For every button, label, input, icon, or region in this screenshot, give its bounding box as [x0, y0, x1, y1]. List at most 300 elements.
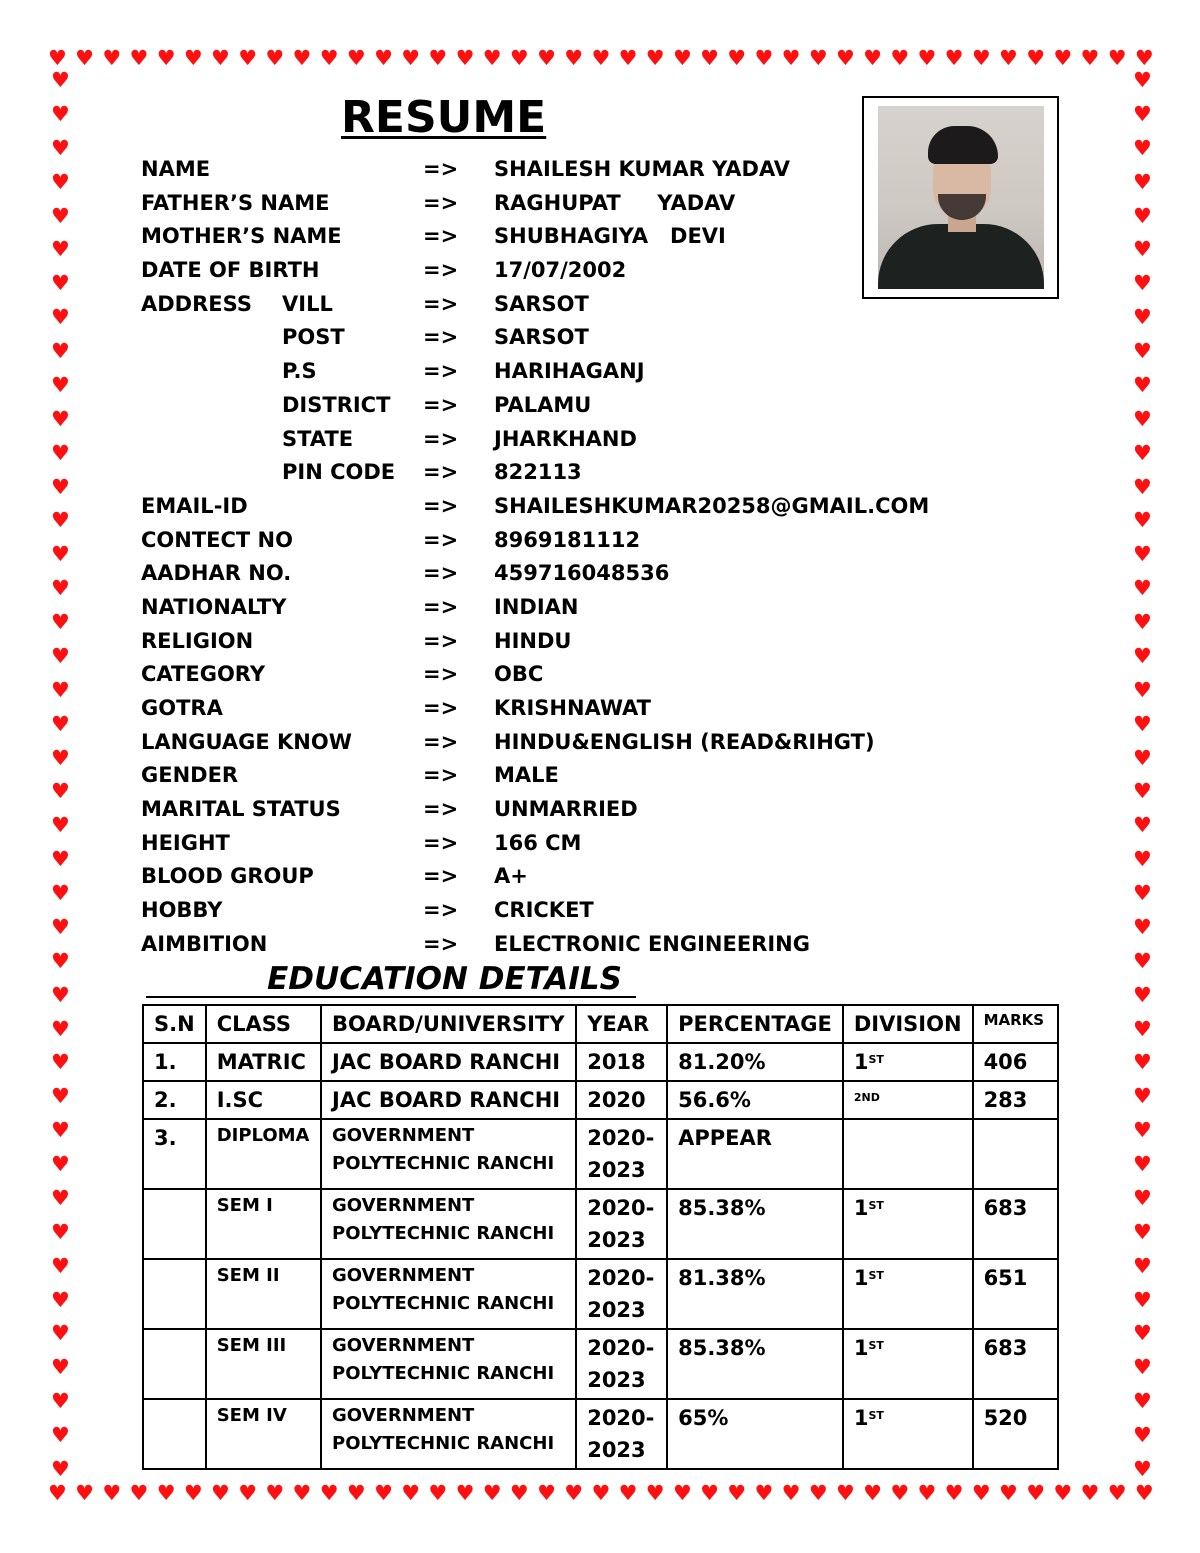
- heart-icon: ♥: [102, 46, 122, 70]
- heart-icon: ♥: [890, 46, 910, 70]
- heart-icon: ♥: [1080, 1481, 1100, 1505]
- heart-icon: ♥: [1133, 237, 1152, 262]
- heart-icon: ♥: [401, 1481, 421, 1505]
- heart-icon: ♥: [455, 1481, 475, 1505]
- heart-icon: ♥: [944, 46, 964, 70]
- heart-icon: ♥: [51, 779, 70, 804]
- heart-icon: ♥: [1133, 1050, 1152, 1075]
- detail-label: HOBBY: [141, 898, 223, 923]
- table-row: [143, 1259, 1058, 1329]
- heart-icon: ♥: [944, 1481, 964, 1505]
- arrow-separator: =>: [423, 493, 459, 518]
- heart-icon: ♥: [537, 1481, 556, 1505]
- heart-icon: ♥: [51, 745, 70, 770]
- heart-icon: ♥: [48, 46, 67, 70]
- detail-value: OBC: [494, 662, 544, 687]
- heart-icon: ♥: [1133, 440, 1152, 465]
- arrow-separator: =>: [423, 864, 459, 889]
- heart-icon: ♥: [75, 46, 94, 70]
- detail-value: PALAMU: [494, 392, 592, 417]
- cell-marks: 651: [973, 1259, 1058, 1329]
- cell-board: GOVERNMENT POLYTECHNIC RANCHI: [321, 1119, 576, 1189]
- cell-division: [843, 1119, 973, 1189]
- cell-board: GOVERNMENT POLYTECHNIC RANCHI: [321, 1259, 576, 1329]
- heart-icon: ♥: [1133, 474, 1152, 499]
- detail-value: HINDU: [494, 628, 572, 653]
- detail-label: AIMBITION: [141, 931, 268, 956]
- heart-icon: ♥: [1133, 948, 1152, 973]
- heart-icon: ♥: [1133, 1456, 1152, 1481]
- heart-icon: ♥: [1133, 1423, 1152, 1447]
- heart-icon: ♥: [51, 101, 70, 126]
- heart-icon: ♥: [1133, 406, 1152, 431]
- cell-class: SEM II: [206, 1259, 321, 1329]
- heart-icon: ♥: [265, 1481, 285, 1505]
- detail-label: LANGUAGE KNOW: [141, 729, 352, 754]
- detail-row: [141, 625, 1041, 659]
- detail-row: [141, 692, 1041, 726]
- detail-label: BLOOD GROUP: [141, 864, 314, 889]
- detail-value: 166 CM: [494, 830, 582, 855]
- heart-icon: ♥: [917, 46, 937, 70]
- arrow-separator: =>: [423, 561, 459, 586]
- heart-icon: ♥: [1107, 1481, 1127, 1505]
- detail-row: [141, 187, 1041, 221]
- heart-border-right: [1133, 70, 1152, 1480]
- heart-icon: ♥: [618, 1481, 638, 1505]
- cell-division: [843, 1081, 973, 1119]
- heart-icon: ♥: [1133, 1152, 1152, 1176]
- cell-year: 2018: [576, 1043, 667, 1081]
- detail-row: [141, 355, 1041, 389]
- detail-value: HARIHAGANJ: [494, 359, 645, 384]
- cell-marks: 683: [973, 1189, 1058, 1259]
- detail-row: [141, 658, 1041, 692]
- detail-label: NAME: [141, 157, 211, 181]
- heart-icon: ♥: [835, 1481, 855, 1505]
- table-header-row: [143, 1005, 1058, 1043]
- heart-icon: ♥: [971, 46, 991, 70]
- cell-percentage: 85.38%: [667, 1189, 843, 1259]
- detail-label: FATHER’S NAME: [141, 190, 330, 215]
- cell-board: GOVERNMENT POLYTECHNIC RANCHI: [321, 1329, 576, 1399]
- heart-icon: ♥: [537, 46, 556, 70]
- heart-icon: ♥: [51, 203, 70, 228]
- heart-icon: ♥: [51, 881, 70, 905]
- heart-icon: ♥: [1133, 813, 1152, 838]
- division-suffix: ST: [868, 1269, 884, 1282]
- detail-row: [141, 423, 1041, 457]
- detail-row: [141, 490, 1041, 524]
- heart-icon: ♥: [1133, 1287, 1152, 1312]
- heart-icon: ♥: [51, 1185, 70, 1210]
- heart-icon: ♥: [808, 1481, 828, 1505]
- cell-year: 2020-2023: [576, 1329, 667, 1399]
- heart-icon: ♥: [51, 1456, 70, 1481]
- heart-icon: ♥: [75, 1481, 94, 1505]
- heart-icon: ♥: [1133, 576, 1152, 601]
- heart-icon: ♥: [51, 508, 70, 533]
- education-table: [142, 1004, 1059, 1470]
- heart-icon: ♥: [564, 46, 584, 70]
- heart-icon: ♥: [211, 46, 230, 70]
- heart-icon: ♥: [1133, 643, 1152, 668]
- heart-icon: ♥: [1133, 1016, 1152, 1041]
- detail-label: AADHAR NO.: [141, 561, 292, 586]
- detail-value: JHARKHAND: [494, 426, 637, 451]
- heart-icon: ♥: [51, 169, 70, 194]
- cell-marks: 683: [973, 1329, 1058, 1399]
- heart-icon: ♥: [51, 914, 70, 939]
- column-header: PERCENTAGE: [667, 1005, 843, 1043]
- detail-row: [141, 220, 1041, 254]
- detail-value: SARSOT: [494, 325, 589, 350]
- heart-icon: ♥: [482, 1481, 502, 1505]
- heart-icon: ♥: [781, 1481, 801, 1505]
- heart-border-left: [51, 70, 70, 1480]
- heart-icon: ♥: [1133, 610, 1152, 634]
- heart-icon: ♥: [781, 46, 801, 70]
- detail-row: [141, 153, 1041, 187]
- heart-icon: ♥: [835, 46, 855, 70]
- heart-icon: ♥: [727, 1481, 747, 1505]
- heart-border-top: [48, 48, 1154, 69]
- cell-sn: 3.: [143, 1119, 206, 1189]
- arrow-separator: =>: [423, 359, 459, 384]
- detail-value: KRISHNAWAT: [494, 696, 652, 720]
- heart-icon: ♥: [102, 1481, 122, 1505]
- cell-year: 2020: [576, 1081, 667, 1119]
- cell-percentage: 85.38%: [667, 1329, 843, 1399]
- heart-icon: ♥: [727, 46, 747, 70]
- heart-icon: ♥: [238, 46, 258, 70]
- heart-icon: ♥: [700, 1481, 719, 1505]
- cell-sn: 1.: [143, 1043, 206, 1081]
- heart-icon: ♥: [51, 1118, 70, 1143]
- detail-label: HEIGHT: [141, 830, 230, 855]
- arrow-separator: =>: [423, 157, 459, 181]
- heart-icon: ♥: [51, 305, 70, 330]
- heart-icon: ♥: [1133, 881, 1152, 905]
- detail-row: [141, 726, 1041, 760]
- heart-icon: ♥: [51, 68, 70, 92]
- detail-value: 459716048536: [494, 561, 670, 586]
- heart-icon: ♥: [754, 46, 774, 70]
- cell-division: [843, 1259, 973, 1329]
- heart-icon: ♥: [1133, 1389, 1152, 1414]
- arrow-separator: =>: [423, 931, 459, 956]
- heart-icon: ♥: [808, 46, 828, 70]
- division-value: 1: [853, 1196, 869, 1220]
- cell-division: [843, 1189, 973, 1259]
- heart-icon: ♥: [51, 135, 70, 160]
- heart-icon: ♥: [51, 1152, 70, 1176]
- heart-icon: ♥: [51, 610, 70, 634]
- heart-icon: ♥: [319, 46, 339, 70]
- heart-icon: ♥: [1133, 1219, 1152, 1244]
- detail-row: [141, 591, 1041, 625]
- heart-icon: ♥: [1133, 711, 1152, 736]
- heart-icon: ♥: [183, 1481, 203, 1505]
- arrow-separator: =>: [423, 527, 459, 552]
- heart-icon: ♥: [754, 1481, 774, 1505]
- detail-row: [141, 524, 1041, 558]
- heart-icon: ♥: [346, 1481, 366, 1505]
- heart-icon: ♥: [51, 474, 70, 499]
- arrow-separator: =>: [423, 898, 459, 923]
- detail-sublabel: VILL: [282, 291, 333, 316]
- heart-icon: ♥: [1133, 68, 1152, 92]
- heart-icon: ♥: [1133, 847, 1152, 872]
- cell-class: SEM IV: [206, 1399, 321, 1469]
- table-row: [143, 1329, 1058, 1399]
- heart-icon: ♥: [265, 46, 285, 70]
- heart-icon: ♥: [292, 46, 312, 70]
- arrow-separator: =>: [423, 392, 459, 417]
- heart-icon: ♥: [401, 46, 421, 70]
- detail-value: MALE: [494, 763, 559, 788]
- heart-icon: ♥: [156, 1481, 176, 1505]
- division-value: 1: [853, 1336, 869, 1360]
- detail-sublabel: PIN CODE: [282, 460, 396, 485]
- heart-icon: ♥: [618, 46, 638, 70]
- heart-icon: ♥: [1133, 677, 1152, 702]
- heart-icon: ♥: [51, 1253, 70, 1278]
- detail-sublabel: STATE: [282, 426, 354, 451]
- personal-details: [141, 153, 1041, 962]
- cell-class: SEM III: [206, 1329, 321, 1399]
- heart-icon: ♥: [645, 1481, 665, 1505]
- heart-icon: ♥: [51, 1219, 70, 1244]
- detail-row: [141, 827, 1041, 861]
- division-value: 1: [853, 1266, 869, 1290]
- column-header: DIVISION: [843, 1005, 973, 1043]
- detail-sublabel: POST: [282, 325, 345, 350]
- detail-label: GOTRA: [141, 696, 223, 720]
- cell-division: [843, 1329, 973, 1399]
- heart-icon: ♥: [999, 1481, 1018, 1505]
- heart-icon: ♥: [346, 46, 366, 70]
- detail-value: CRICKET: [494, 898, 594, 923]
- heart-icon: ♥: [999, 46, 1018, 70]
- detail-label: EMAIL-ID: [141, 493, 248, 518]
- cell-sn: 2.: [143, 1081, 206, 1119]
- arrow-separator: =>: [423, 258, 459, 283]
- heart-icon: ♥: [374, 1481, 393, 1505]
- detail-label: GENDER: [141, 763, 239, 788]
- arrow-separator: =>: [423, 797, 459, 822]
- heart-icon: ♥: [51, 237, 70, 262]
- cell-percentage: 56.6%: [667, 1081, 843, 1119]
- arrow-separator: =>: [423, 325, 459, 350]
- heart-icon: ♥: [51, 982, 70, 1007]
- division-value: 1: [853, 1406, 869, 1430]
- heart-icon: ♥: [917, 1481, 937, 1505]
- cell-board: GOVERNMENT POLYTECHNIC RANCHI: [321, 1399, 576, 1469]
- cell-class: I.SC: [206, 1081, 321, 1119]
- heart-icon: ♥: [863, 46, 882, 70]
- heart-icon: ♥: [890, 1481, 910, 1505]
- detail-value: SHAILESH KUMAR YADAV: [494, 157, 791, 181]
- heart-icon: ♥: [129, 46, 149, 70]
- column-header: MARKS: [973, 1005, 1058, 1043]
- division-suffix: ST: [868, 1053, 884, 1066]
- heart-icon: ♥: [183, 46, 203, 70]
- heart-icon: ♥: [51, 1084, 70, 1109]
- heart-icon: ♥: [1133, 372, 1152, 397]
- detail-value: INDIAN: [494, 594, 579, 619]
- heart-icon: ♥: [51, 1050, 70, 1075]
- division-suffix: ST: [868, 1339, 884, 1352]
- heart-icon: ♥: [1134, 1481, 1154, 1505]
- heart-icon: ♥: [1133, 1253, 1152, 1278]
- heart-icon: ♥: [51, 406, 70, 431]
- heart-icon: ♥: [700, 46, 719, 70]
- table-row: [143, 1119, 1058, 1189]
- detail-row: [141, 254, 1041, 288]
- detail-row: [141, 288, 1041, 322]
- cell-marks: [973, 1119, 1058, 1189]
- heart-icon: ♥: [482, 46, 502, 70]
- heart-icon: ♥: [51, 847, 70, 872]
- heart-icon: ♥: [51, 948, 70, 973]
- detail-row: [141, 928, 1041, 962]
- cell-year: 2020-2023: [576, 1259, 667, 1329]
- detail-value: HINDU&ENGLISH (READ&RIHGT): [494, 729, 875, 754]
- detail-value: UNMARRIED: [494, 797, 638, 822]
- heart-icon: ♥: [1133, 982, 1152, 1007]
- heart-icon: ♥: [51, 1321, 70, 1346]
- heart-icon: ♥: [1133, 135, 1152, 160]
- heart-icon: ♥: [1133, 1355, 1152, 1380]
- heart-icon: ♥: [48, 1481, 67, 1505]
- page-title: RESUME: [341, 92, 547, 143]
- heart-icon: ♥: [1133, 779, 1152, 804]
- cell-board: GOVERNMENT POLYTECHNIC RANCHI: [321, 1189, 576, 1259]
- heart-icon: ♥: [1133, 1118, 1152, 1143]
- heart-border-bottom: [48, 1483, 1154, 1504]
- heart-icon: ♥: [1133, 101, 1152, 126]
- detail-value: 17/07/2002: [494, 258, 627, 283]
- table-row: [143, 1043, 1058, 1081]
- heart-icon: ♥: [51, 1389, 70, 1414]
- detail-label: MOTHER’S NAME: [141, 224, 342, 249]
- arrow-separator: =>: [423, 763, 459, 788]
- column-header: YEAR: [576, 1005, 667, 1043]
- detail-sublabel: P.S: [282, 359, 317, 384]
- heart-icon: ♥: [211, 1481, 230, 1505]
- heart-icon: ♥: [564, 1481, 584, 1505]
- heart-icon: ♥: [51, 677, 70, 702]
- arrow-separator: =>: [423, 291, 459, 316]
- detail-row: [141, 894, 1041, 928]
- heart-icon: ♥: [374, 46, 393, 70]
- heart-icon: ♥: [51, 271, 70, 296]
- heart-icon: ♥: [1133, 1084, 1152, 1109]
- detail-label: CONTECT NO: [141, 527, 293, 552]
- detail-label: MARITAL STATUS: [141, 797, 341, 822]
- detail-value: A+: [494, 864, 528, 889]
- heart-icon: ♥: [1053, 1481, 1073, 1505]
- cell-percentage: APPEAR: [667, 1119, 843, 1189]
- table-row: [143, 1081, 1058, 1119]
- division-suffix: ST: [868, 1199, 884, 1212]
- heart-icon: ♥: [51, 813, 70, 838]
- division-value: 1: [853, 1050, 869, 1074]
- arrow-separator: =>: [423, 594, 459, 619]
- cell-percentage: 81.38%: [667, 1259, 843, 1329]
- heart-icon: ♥: [319, 1481, 339, 1505]
- heart-icon: ♥: [971, 1481, 991, 1505]
- arrow-separator: =>: [423, 696, 459, 720]
- heart-icon: ♥: [1133, 305, 1152, 330]
- cell-percentage: 65%: [667, 1399, 843, 1469]
- heart-icon: ♥: [1134, 46, 1154, 70]
- arrow-separator: =>: [423, 190, 459, 215]
- cell-year: 2020-2023: [576, 1399, 667, 1469]
- heart-icon: ♥: [509, 1481, 529, 1505]
- education-title: EDUCATION DETAILS: [146, 962, 636, 998]
- heart-icon: ♥: [591, 46, 611, 70]
- heart-icon: ♥: [51, 576, 70, 601]
- heart-icon: ♥: [455, 46, 475, 70]
- column-header: BOARD/UNIVERSITY: [321, 1005, 576, 1043]
- heart-icon: ♥: [1133, 203, 1152, 228]
- arrow-separator: =>: [423, 830, 459, 855]
- detail-row: [141, 389, 1041, 423]
- cell-marks: 520: [973, 1399, 1058, 1469]
- heart-icon: ♥: [51, 372, 70, 397]
- heart-icon: ♥: [1026, 1481, 1046, 1505]
- heart-icon: ♥: [1133, 508, 1152, 533]
- cell-board: JAC BOARD RANCHI: [321, 1081, 576, 1119]
- heart-icon: ♥: [1133, 1185, 1152, 1210]
- arrow-separator: =>: [423, 662, 459, 687]
- heart-icon: ♥: [1133, 914, 1152, 939]
- detail-value: SHAILESHKUMAR20258@GMAIL.COM: [494, 493, 930, 518]
- cell-year: 2020-2023: [576, 1189, 667, 1259]
- detail-value: SHUBHAGIYA DEVI: [494, 224, 726, 249]
- heart-icon: ♥: [1133, 339, 1152, 363]
- heart-icon: ♥: [1133, 745, 1152, 770]
- detail-label: CATEGORY: [141, 662, 266, 687]
- detail-value: 8969181112: [494, 527, 641, 552]
- detail-value: 822113: [494, 460, 582, 485]
- heart-icon: ♥: [51, 643, 70, 668]
- cell-class: DIPLOMA: [206, 1119, 321, 1189]
- heart-icon: ♥: [51, 440, 70, 465]
- arrow-separator: =>: [423, 729, 459, 754]
- heart-icon: ♥: [672, 1481, 692, 1505]
- heart-icon: ♥: [1053, 46, 1073, 70]
- cell-marks: 406: [973, 1043, 1058, 1081]
- cell-sn: [143, 1329, 206, 1399]
- cell-division: [843, 1399, 973, 1469]
- arrow-separator: =>: [423, 426, 459, 451]
- heart-icon: ♥: [238, 1481, 258, 1505]
- heart-icon: ♥: [645, 46, 665, 70]
- arrow-separator: =>: [423, 460, 459, 485]
- table-row: [143, 1189, 1058, 1259]
- arrow-separator: =>: [423, 628, 459, 653]
- arrow-separator: =>: [423, 224, 459, 249]
- cell-sn: [143, 1189, 206, 1259]
- heart-icon: ♥: [1133, 169, 1152, 194]
- detail-row: [141, 557, 1041, 591]
- detail-label: ADDRESS: [141, 291, 252, 316]
- column-header: CLASS: [206, 1005, 321, 1043]
- cell-class: SEM I: [206, 1189, 321, 1259]
